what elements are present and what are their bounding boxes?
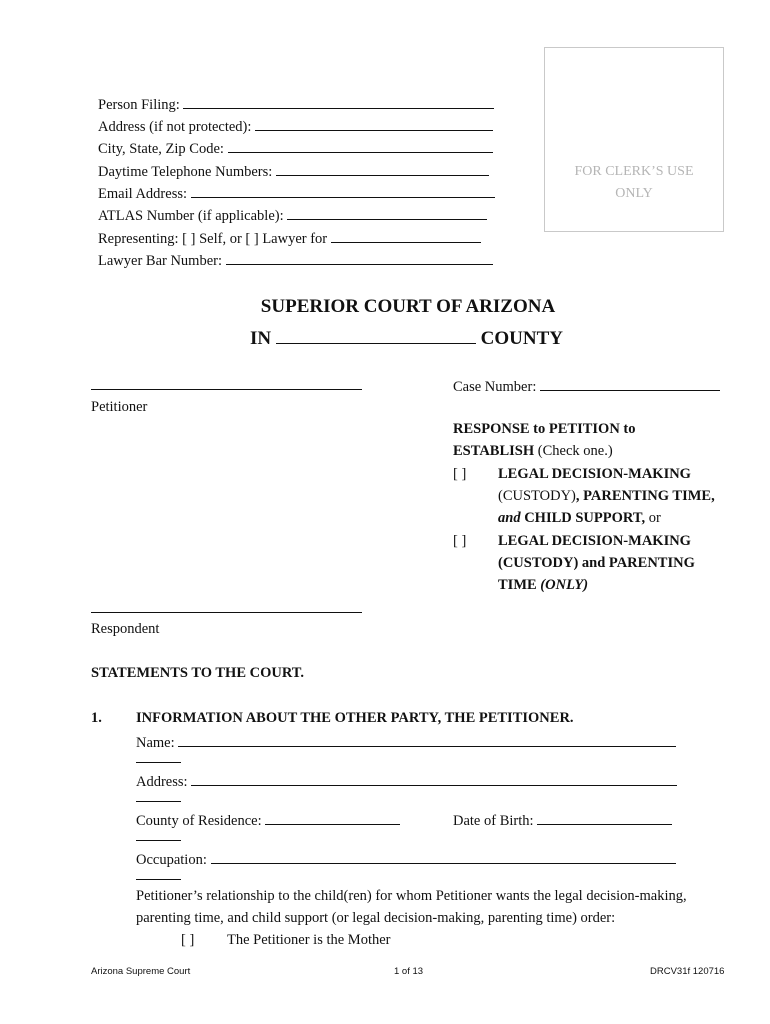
- case-number-line[interactable]: [540, 376, 720, 391]
- address-field[interactable]: [98, 116, 493, 136]
- option1-checkbox[interactable]: [ ]: [453, 466, 467, 482]
- doc-title-check-one: (Check one.): [534, 443, 613, 459]
- address-label: Address (if not protected):: [98, 119, 252, 135]
- bar-number-field[interactable]: [98, 250, 493, 270]
- mother-checkbox[interactable]: [ ]: [181, 932, 195, 948]
- footer-left: Arizona Supreme Court: [91, 966, 191, 977]
- case-number-field[interactable]: [453, 376, 720, 396]
- lawyer-checkbox[interactable]: [ ]: [245, 231, 259, 247]
- case-number-label: Case Number:: [453, 379, 537, 395]
- county-word: COUNTY: [480, 328, 563, 349]
- person-filing-field[interactable]: [98, 94, 494, 114]
- bar-number-label: Lawyer Bar Number:: [98, 253, 223, 269]
- option1-line2: [498, 488, 715, 505]
- relationship-text-line2: parenting time, and child support (or legal decision-making, parenting time) order:: [136, 910, 616, 926]
- atlas-line[interactable]: [287, 205, 487, 220]
- city-state-zip-field[interactable]: [98, 138, 493, 158]
- option1-line1: LEGAL DECISION-MAKING: [498, 466, 691, 482]
- date-of-birth-field[interactable]: [453, 810, 672, 830]
- option1-custody: (CUSTODY): [498, 488, 576, 504]
- email-line[interactable]: [191, 183, 495, 198]
- respondent-label: Respondent: [91, 621, 160, 637]
- person-filing-label: Person Filing:: [98, 97, 180, 113]
- date-of-birth-line[interactable]: [537, 810, 672, 825]
- atlas-label: ATLAS Number (if applicable):: [98, 208, 284, 224]
- county-of-residence-line[interactable]: [265, 810, 400, 825]
- occupation-field[interactable]: [136, 849, 676, 869]
- other-party-name-label: Name:: [136, 735, 175, 751]
- footer-page-number: 1 of 13: [394, 966, 424, 977]
- respondent-name-line[interactable]: [91, 612, 362, 613]
- phone-field[interactable]: [98, 161, 489, 181]
- option1-line3: [498, 510, 661, 527]
- lawyer-for-label: Lawyer for: [262, 231, 328, 247]
- other-party-address-label: Address:: [136, 774, 188, 790]
- county-line: [250, 326, 563, 350]
- section1-number: 1.: [91, 710, 102, 726]
- occupation-line[interactable]: [211, 849, 676, 864]
- email-field[interactable]: [98, 183, 495, 203]
- other-party-name-field[interactable]: [136, 732, 676, 752]
- option1-parenting-time: , PARENTING TIME,: [575, 488, 715, 504]
- occupation-line-cont[interactable]: [136, 879, 181, 880]
- petitioner-name-line[interactable]: [91, 389, 362, 390]
- clerk-use-line2: ONLY: [615, 186, 653, 201]
- other-party-address-line-cont[interactable]: [136, 801, 181, 802]
- other-party-name-line-cont[interactable]: [136, 762, 181, 763]
- city-state-zip-label: City, State, Zip Code:: [98, 141, 224, 157]
- option2-checkbox[interactable]: [ ]: [453, 533, 467, 549]
- clerk-use-text: [545, 161, 723, 205]
- footer-form-code: DRCV31f 120716: [650, 966, 725, 977]
- clerk-use-line1: FOR CLERK’S USE: [574, 164, 694, 179]
- occupation-label: Occupation:: [136, 852, 207, 868]
- option1-or: or: [645, 510, 661, 526]
- county-line-cont[interactable]: [136, 840, 181, 841]
- representing-label: Representing:: [98, 231, 179, 247]
- court-title: SUPERIOR COURT OF ARIZONA: [260, 296, 556, 317]
- petitioner-label: Petitioner: [91, 399, 148, 415]
- bar-number-line[interactable]: [226, 250, 493, 265]
- date-of-birth-label: Date of Birth:: [453, 813, 534, 829]
- statements-heading: STATEMENTS TO THE COURT.: [91, 665, 305, 681]
- other-party-name-line[interactable]: [178, 732, 676, 747]
- city-state-zip-line[interactable]: [228, 138, 493, 153]
- atlas-field[interactable]: [98, 205, 487, 225]
- representing-field: [98, 228, 481, 248]
- county-of-residence-label: County of Residence:: [136, 813, 262, 829]
- option2-only: (ONLY): [540, 577, 589, 593]
- phone-label: Daytime Telephone Numbers:: [98, 164, 273, 180]
- address-line[interactable]: [255, 116, 493, 131]
- self-label: Self, or: [199, 231, 242, 247]
- option2-line2: (CUSTODY) and PARENTING: [498, 555, 695, 571]
- person-filing-line[interactable]: [183, 94, 494, 109]
- doc-title-line2: [453, 443, 613, 460]
- county-of-residence-field[interactable]: [136, 810, 400, 830]
- other-party-address-line[interactable]: [191, 771, 677, 786]
- lawyer-for-line[interactable]: [331, 228, 481, 243]
- option1-child-support: CHILD SUPPORT,: [520, 510, 646, 526]
- other-party-address-field[interactable]: [136, 771, 677, 791]
- section1-title: INFORMATION ABOUT THE OTHER PARTY, THE PETITIONER.: [136, 710, 574, 726]
- phone-line[interactable]: [276, 161, 489, 176]
- option1-and: and: [498, 510, 521, 526]
- mother-label: The Petitioner is the Mother: [227, 932, 391, 948]
- email-label: Email Address:: [98, 186, 188, 202]
- self-checkbox[interactable]: [ ]: [182, 231, 196, 247]
- doc-title-establish: ESTABLISH: [453, 443, 535, 459]
- option2-line3: [498, 577, 588, 594]
- county-name-line[interactable]: [276, 326, 476, 344]
- relationship-text-line1: Petitioner’s relationship to the child(ren) for whom Petitioner wants the legal decision-making,: [136, 888, 687, 904]
- option2-line1: LEGAL DECISION-MAKING: [498, 533, 691, 549]
- clerk-use-box: [544, 47, 724, 232]
- county-in: IN: [250, 328, 272, 349]
- doc-title-line1: RESPONSE to PETITION to: [453, 421, 636, 437]
- option2-time: TIME: [498, 577, 541, 593]
